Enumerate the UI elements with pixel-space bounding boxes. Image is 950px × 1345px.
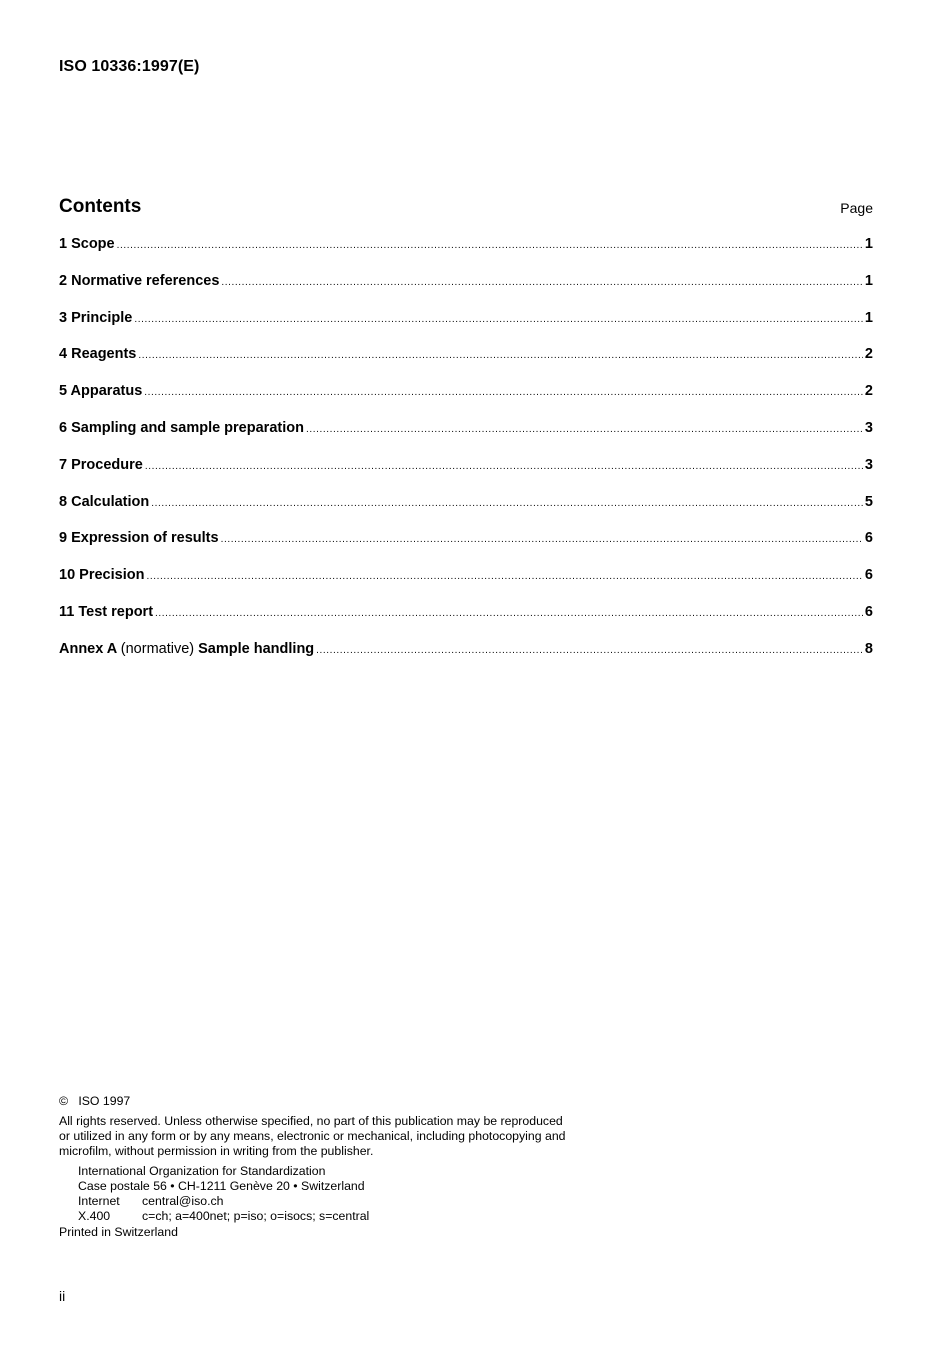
toc-entry-procedure[interactable] <box>59 457 873 494</box>
org-name: International Organization for Standardization <box>78 1164 326 1178</box>
internet-email[interactable]: central@iso.ch <box>142 1194 224 1208</box>
toc-entry-page: 3 <box>864 456 873 473</box>
toc-entry-calculation[interactable] <box>59 494 873 531</box>
document-id: ISO 10336:1997(E) <box>59 58 200 75</box>
toc-entry-label: 4 Reagents <box>59 346 137 363</box>
toc-entry-label: 5 Apparatus <box>59 383 143 400</box>
toc-entry-label: 9 Expression of results <box>59 530 219 547</box>
toc-entry-label: 6 Sampling and sample preparation <box>59 419 304 436</box>
toc-entry-page: 8 <box>864 640 873 657</box>
toc-entry-label: 3 Principle <box>59 309 133 326</box>
toc-entry-precision[interactable] <box>59 567 873 604</box>
x400-row <box>78 1209 619 1224</box>
toc-dot-leader <box>155 608 863 619</box>
page-column-label: Page <box>840 200 873 216</box>
toc-entry-page: 3 <box>864 419 873 436</box>
toc-entry-label: 2 Normative references <box>59 272 220 289</box>
toc-entry-page: 5 <box>864 493 873 510</box>
org-address: Case postale 56 • CH-1211 Genève 20 • Switzerland <box>78 1179 365 1193</box>
toc-entry-label: 8 Calculation <box>59 493 150 510</box>
toc-dot-leader <box>134 314 863 325</box>
toc-dot-leader <box>144 387 863 398</box>
copyright-block <box>59 1094 619 1240</box>
toc-entry-sampling[interactable] <box>59 420 873 457</box>
toc-entry-scope[interactable] <box>59 236 873 273</box>
copyright-icon: © <box>59 1094 69 1108</box>
toc-entry-label: 11 Test report <box>59 603 154 620</box>
toc-entry-label: 10 Precision <box>59 567 145 584</box>
internet-label: Internet <box>78 1194 120 1208</box>
x400-label: X.400 <box>78 1209 111 1223</box>
toc-dot-leader <box>221 534 863 545</box>
toc-dot-leader <box>117 240 863 251</box>
toc-entry-label <box>59 641 314 657</box>
annex-title: Sample handling <box>198 640 315 657</box>
toc-entry-expression-of-results[interactable] <box>59 530 873 567</box>
toc-entry-label: 1 Scope <box>59 236 115 252</box>
toc-dot-leader <box>138 350 863 361</box>
toc-entry-principle[interactable] <box>59 310 873 347</box>
contents-title: Contents <box>59 196 142 217</box>
toc-dot-leader <box>146 571 862 582</box>
rights-statement <box>59 1114 619 1159</box>
rights-line: or utilized in any form or by any means, electronic or mechanical, including photocopying and <box>59 1129 566 1143</box>
internet-row <box>78 1194 619 1209</box>
copyright-notice <box>59 1094 619 1109</box>
printed-location: Printed in Switzerland <box>59 1225 178 1239</box>
toc-entry-test-report[interactable] <box>59 604 873 641</box>
toc-entry-page: 2 <box>864 383 873 400</box>
rights-line: All rights reserved. Unless otherwise specified, no part of this publication may be reproduced <box>59 1114 563 1128</box>
contents-header <box>59 196 873 220</box>
toc-entry-page: 1 <box>864 236 873 252</box>
toc-dot-leader <box>316 645 863 656</box>
toc-entry-page: 1 <box>864 272 873 289</box>
toc-entry-page: 2 <box>864 346 873 363</box>
table-of-contents <box>59 236 873 678</box>
toc-entry-apparatus[interactable] <box>59 383 873 420</box>
toc-entry-page: 6 <box>864 603 873 620</box>
toc-entry-normative-references[interactable] <box>59 273 873 310</box>
toc-entry-page: 6 <box>864 567 873 584</box>
annex-note: (normative) <box>120 640 195 657</box>
x400-address: c=ch; a=400net; p=iso; o=isocs; s=central <box>142 1209 370 1223</box>
toc-entry-page: 6 <box>864 530 873 547</box>
page-number: ii <box>59 1288 66 1304</box>
toc-dot-leader <box>221 277 863 288</box>
toc-entry-reagents[interactable] <box>59 346 873 383</box>
toc-dot-leader <box>145 461 863 472</box>
toc-entry-page: 1 <box>864 309 873 326</box>
rights-line: microfilm, without permission in writing from the publisher. <box>59 1144 374 1158</box>
copyright-year: ISO 1997 <box>78 1094 131 1108</box>
toc-entry-label: 7 Procedure <box>59 456 143 473</box>
toc-dot-leader <box>151 498 863 509</box>
toc-entry-annex-a[interactable] <box>59 641 873 678</box>
publisher-address <box>59 1164 619 1224</box>
annex-prefix: Annex A <box>59 640 117 657</box>
toc-dot-leader <box>306 424 863 435</box>
